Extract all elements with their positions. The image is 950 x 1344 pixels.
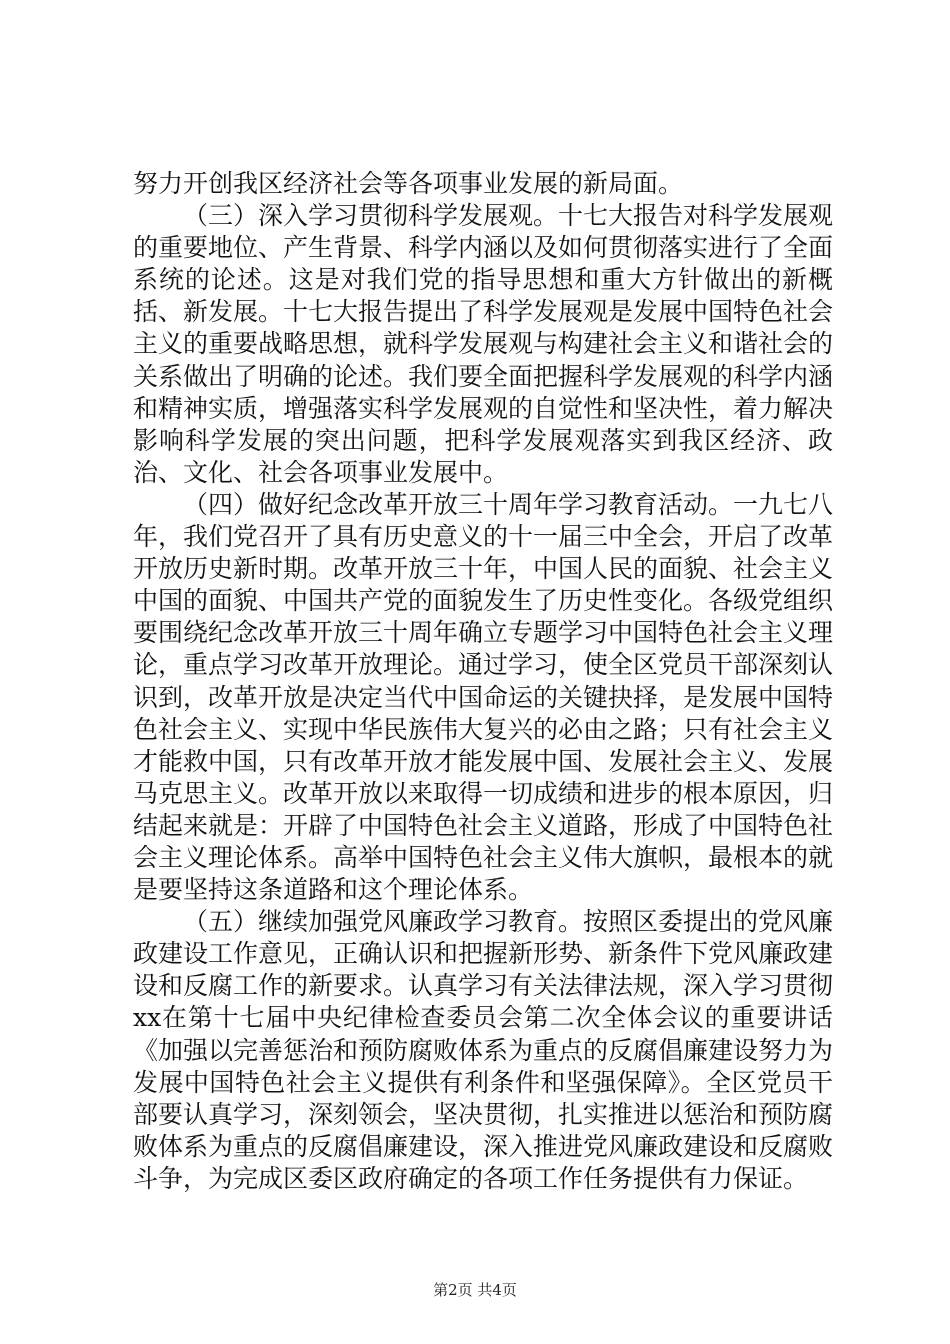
page-number-footer: 第2页 共4页 — [433, 1281, 517, 1299]
paragraph-section-5: （五）继续加强党风廉政学习教育。按照区委提出的党风廉政建设工作意见，正确认识和把握新形势、新条件下党风廉政建设和反腐工作的新要求。认真学习有关法律法规，深入学习贯彻xx在第十七届中央纪律检查委员会第二次全体会议的重要讲话《加强以完善惩治和预防腐败体系为重点的反腐倡廉建设努力为发展中国特色社会主义提供有利条件和坚强保障》。全区党员干部要认真学习，深刻领会，坚决贯彻，扎实推进以惩治和预防腐败体系为重点的反腐倡廉建设，深入推进党风廉政建设和反腐败斗争，为完成区委区政府确定的各项工作任务提供有力保证。 — [133, 907, 834, 1193]
paragraph-section-4: （四）做好纪念改革开放三十周年学习教育活动。一九七八年，我们党召开了具有历史意义的十一届三中全会，开启了改革开放历史新时期。改革开放三十年，中国人民的面貌、社会主义中国的面貌、中国共产党的面貌发生了历史性变化。各级党组织要围绕纪念改革开放三十周年确立专题学习中国特色社会主义理论，重点学习改革开放理论。通过学习，使全区党员干部深刻认识到，改革开放是决定当代中国命运的关键抉择，是发展中国特色社会主义、实现中华民族伟大复兴的必由之路；只有社会主义才能救中国，只有改革开放才能发展中国、发展社会主义、发展马克思主义。改革开放以来取得一切成绩和进步的根本原因，归结起来就是：开辟了中国特色社会主义道路，形成了中国特色社会主义理论体系。高举中国特色社会主义伟大旗帜，最根本的就是要坚持这条道路和这个理论体系。 — [133, 489, 834, 905]
document-body — [133, 168, 833, 1195]
paragraph-section-3: （三）深入学习贯彻科学发展观。十七大报告对科学发展观的重要地位、产生背景、科学内涵以及如何贯彻落实进行了全面系统的论述。这是对我们党的指导思想和重大方针做出的新概括、新发展。十七大报告提出了科学发展观是发展中国特色社会主义的重要战略思想，就科学发展观与构建社会主义和谐社会的关系做出了明确的论述。我们要全面把握科学发展观的科学内涵和精神实质，增强落实科学发展观的自觉性和坚决性，着力解决影响科学发展的突出问题，把科学发展观落实到我区经济、政治、文化、社会各项事业发展中。 — [133, 201, 834, 487]
paragraph-continuation: 努力开创我区经济社会等各项事业发展的新局面。 — [133, 169, 684, 198]
